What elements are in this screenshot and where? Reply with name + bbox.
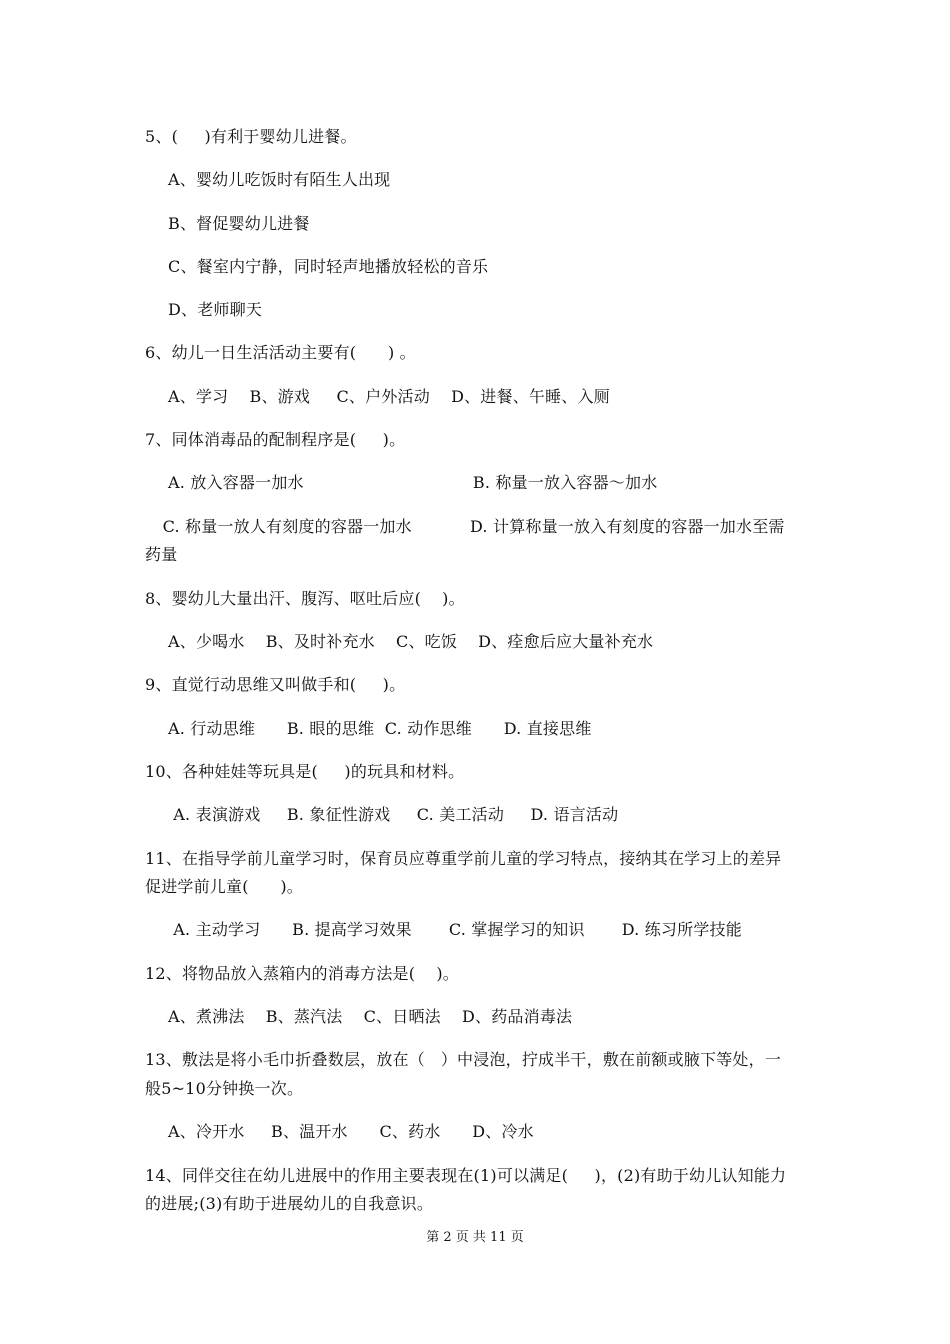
question-14-stem-line-1: 14、同伴交往在幼儿进展中的作用主要表现在(1)可以满足( )，(2)有助于幼儿认知能力: [145, 1166, 787, 1185]
question-13-options: A、冷开水 B、温开水 C、药水 D、冷水: [168, 1122, 534, 1141]
question-9-options: A. 行动思维 B. 眼的思维 C. 动作思维 D. 直接思维: [168, 719, 592, 738]
question-6-stem: 6、幼儿一日生活活动主要有( ) 。: [145, 343, 416, 362]
question-8-options: A、少喝水 B、及时补充水 C、吃饭 D、痊愈后应大量补充水: [168, 632, 654, 651]
question-7-continuation: 药量: [145, 545, 178, 564]
question-5-option-a: A、婴幼儿吃饭时有陌生人出现: [168, 170, 391, 189]
question-11-options: A. 主动学习 B. 提高学习效果 C. 掌握学习的知识 D. 练习所学技能: [168, 920, 742, 939]
question-13-stem-line-1: 13、敷法是将小毛巾折叠数层，放在（ ）中浸泡，拧成半干，敷在前额或腋下等处，一: [145, 1050, 782, 1069]
question-5-option-b: B、督促婴幼儿进餐: [168, 214, 310, 233]
question-11-stem-line-1: 11、在指导学前儿童学习时，保育员应尊重学前儿童的学习特点，接纳其在学习上的差异: [145, 849, 782, 868]
question-11-stem-line-2: 促进学前儿童( )。: [145, 877, 304, 896]
question-12-options: A、煮沸法 B、蒸汽法 C、日晒法 D、药品消毒法: [168, 1007, 573, 1026]
question-12-stem: 12、将物品放入蒸箱内的消毒方法是( )。: [145, 964, 459, 983]
question-13-stem-line-2: 般5~10分钟换一次。: [145, 1079, 304, 1098]
question-10-stem: 10、各种娃娃等玩具是( )的玩具和材料。: [145, 762, 465, 781]
question-10-options: A. 表演游戏 B. 象征性游戏 C. 美工活动 D. 语言活动: [168, 805, 619, 824]
question-14-stem-line-2: 的进展;(3)有助于进展幼儿的自我意识。: [145, 1194, 434, 1213]
question-5-option-d: D、老师聊天: [168, 300, 263, 319]
question-7-options-ab: A. 放入容器一加水 B. 称量一放入容器～加水: [168, 473, 658, 492]
question-9-stem: 9、直觉行动思维又叫做手和( )。: [145, 675, 406, 694]
page-number-footer: 第 2 页 共 11 页: [426, 1230, 524, 1245]
question-6-options: A、学习 B、游戏 C、户外活动 D、进餐、午睡、入厕: [168, 387, 610, 406]
question-8-stem: 8、婴幼儿大量出汗、腹泻、呕吐后应( )。: [145, 589, 465, 608]
question-5-option-c: C、餐室内宁静，同时轻声地播放轻松的音乐: [168, 257, 489, 276]
question-5-stem: 5、( )有利于婴幼儿进餐。: [145, 127, 357, 146]
question-7-stem: 7、同体消毒品的配制程序是( )。: [145, 430, 406, 449]
question-7-options-cd: C. 称量一放人有刻度的容器一加水 D. 计算称量一放入有刻度的容器一加水至需: [152, 517, 785, 536]
